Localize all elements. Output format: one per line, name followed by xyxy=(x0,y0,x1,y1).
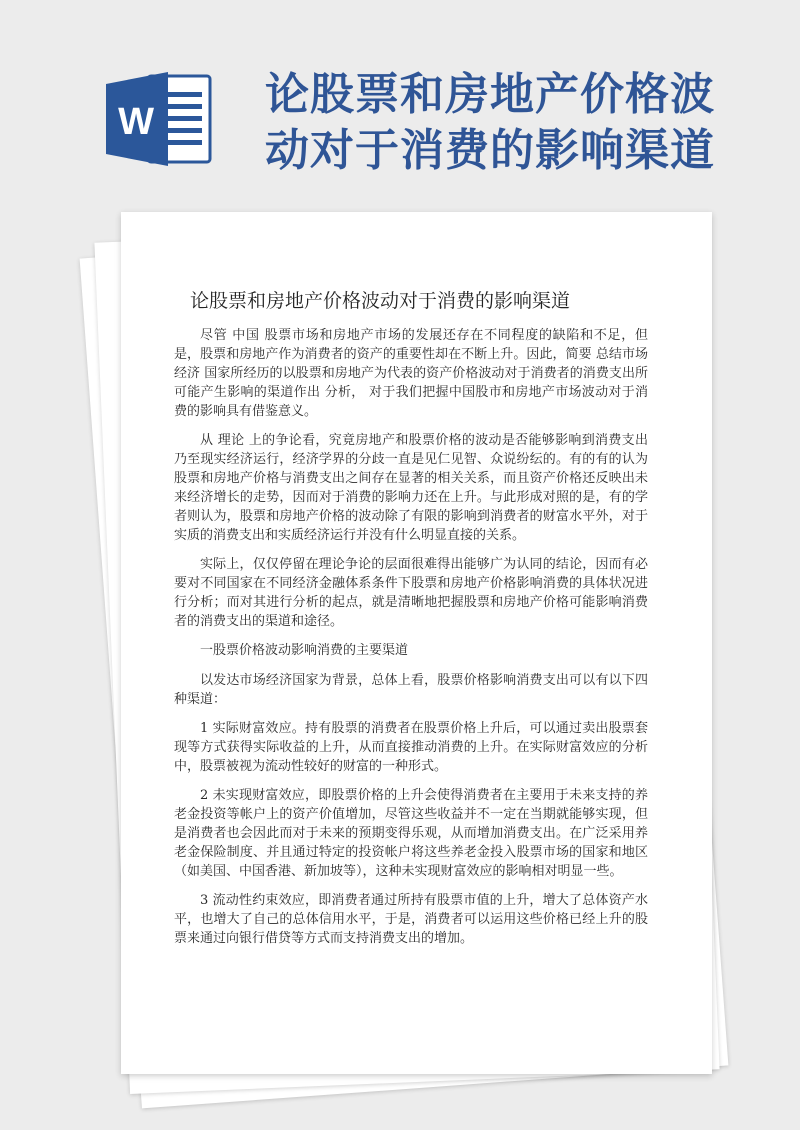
paragraph-analysis-start: 实际上，仅仅停留在理论争论的层面很难得出能够广为认同的结论，因而有必要对不同国家在不同经济金融体系条件下股票和房地产价格影响消费的具体状况进行分析；而对其进行分析的起点，就是清晰地把握股票和房地产价格可能影响消费者的消费支出的渠道和途径。 xyxy=(174,557,648,629)
document-title: 论股票和房地产价格波动对于消费的影响渠道 xyxy=(190,290,571,312)
document-page xyxy=(121,212,712,1074)
paragraph-channel-2: 2 未实现财富效应，即股票价格的上升会使得消费者在主要用于未来支持的养老金投资等帐户上的资产价值增加，尽管这些收益并不一定在当期就能够实现，但是消费者也会因此而对于未来的预期变得乐观，从而增加消费支出。在广泛采用养老金保险制度、并且通过特定的投资帐户将这些养老金投入股票市场的国家和地区（如美国、中国香港、新加坡等），这种未实现财富效应的影响相对明显一些。 xyxy=(174,788,648,879)
word-document-icon xyxy=(106,70,218,168)
paragraph-theory-debate: 从 理论 上的争论看，究竟房地产和股票价格的波动是否能够影响到消费支出乃至现实经济运行，经济学界的分歧一直是见仁见智、众说纷纭的。有的有的认为股票和房地产价格与消费支出之间存在显著的相关关系，而且资产价格还反映出未来经济增长的走势，因而对于消费的影响力还在上升。与此形成对照的是，有的学者则认为，股票和房地产价格的波动除了有限的影响到消费者的财富水平外，对于实质的消费支出和实质经济运行并没有什么明显直接的关系。 xyxy=(174,433,648,543)
paragraph-channel-3: 3 流动性约束效应，即消费者通过所持有股票市值的上升，增大了总体资产水平，也增大了自己的总体信用水平，于是，消费者可以运用这些价格已经上升的股票来通过向银行借贷等方式而支持消费支出的增加。 xyxy=(174,893,648,946)
word-icon-letter: W xyxy=(118,101,154,143)
document-body xyxy=(174,326,648,958)
page-header xyxy=(0,0,800,190)
banner-title-line-2: 动对于消费的影响渠道 xyxy=(265,125,715,176)
section-heading: 一股票价格波动影响消费的主要渠道 xyxy=(200,643,409,658)
paragraph-channel-1: 1 实际财富效应。持有股票的消费者在股票价格上升后，可以通过卖出股票套现等方式获得实际收益的上升，从而直接推动消费的上升。在实际财富效应的分析中，股票被视为流动性较好的财富的一种形式。 xyxy=(174,721,648,774)
paragraph-four-channels: 以发达市场经济国家为背景，总体上看，股票价格影响消费支出可以有以下四种渠道： xyxy=(174,673,648,707)
banner-title-line-1: 论股票和房地产价格波 xyxy=(265,69,715,120)
paragraph-intro: 尽管 中国 股票市场和房地产市场的发展还存在不同程度的缺陷和不足，但是，股票和房地产作为消费者的资产的重要性却在不断上升。因此，简要 总结市场 经济 国家所经历的以股票和房地产为代表的资产价格波动对于消费者的消费支出所可能产生影响的渠道作出 分析， 对于我们把握中国股市和房地产市场波动对于消费的影响具有借鉴意义。 xyxy=(174,328,648,419)
